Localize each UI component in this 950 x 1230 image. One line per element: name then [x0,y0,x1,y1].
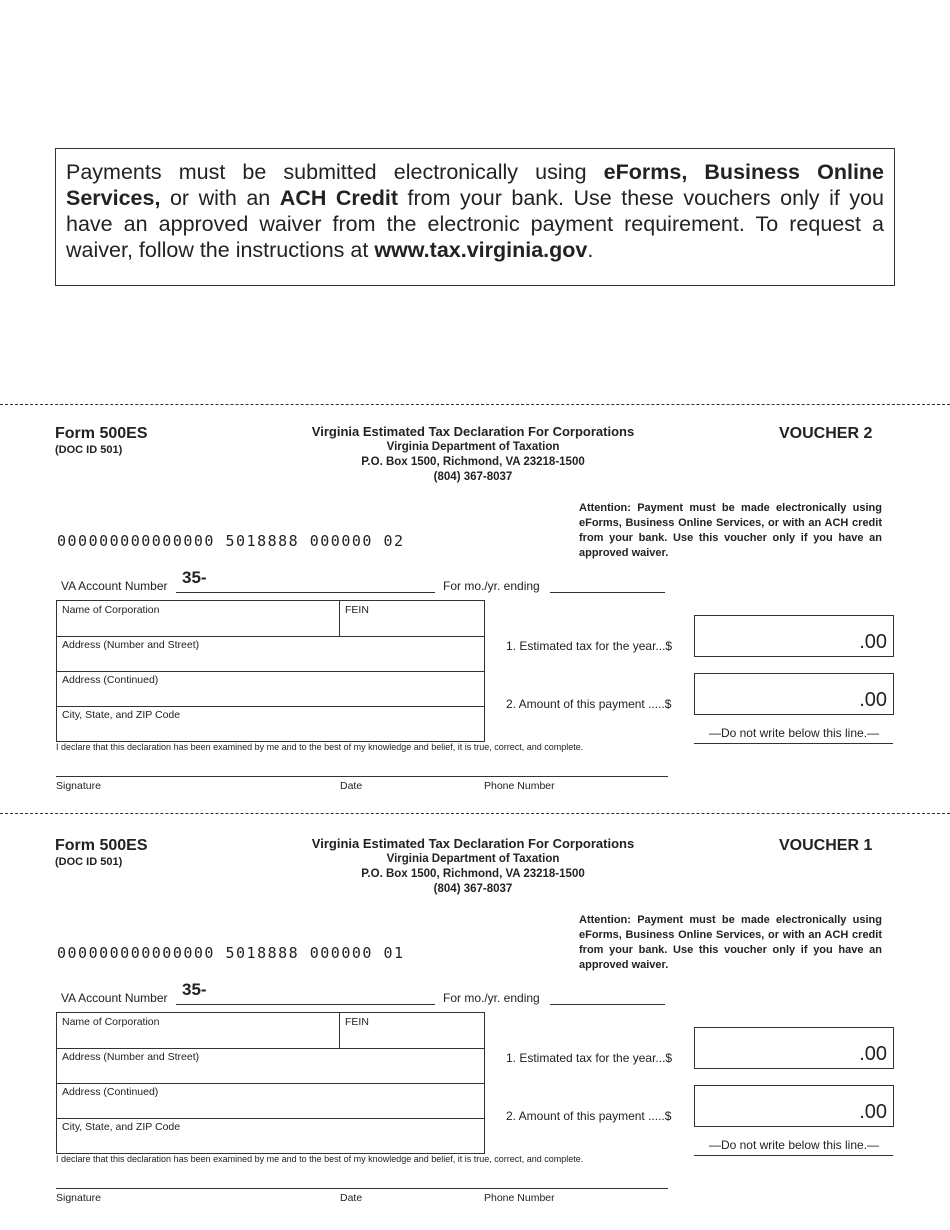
estimated-tax-field[interactable] [694,1027,894,1069]
city-field[interactable] [57,706,484,741]
estimated-tax-field[interactable] [694,615,894,657]
voucher-number: VOUCHER 1 [779,837,873,854]
notice-link[interactable]: www.tax.virginia.gov [374,238,588,262]
account-number-field[interactable] [176,592,435,593]
scanline: 000000000000000 5018888 000000 01 [57,944,405,962]
doc-id: (DOC ID 501) [55,444,123,456]
account-prefix: 35- [182,980,207,999]
voucher-1 [0,816,950,1216]
signature-line[interactable] [56,1188,668,1189]
declaration: I declare that this declaration has been examined by me and to the best of my knowledge and belief, it is true, correct, and complete. [56,742,584,752]
address-field[interactable] [57,636,484,672]
notice-text: from your bank. Use these vouchers only if you have an approved waiver from the electronic payment requirement. To request a waiver, follow the instructions at [66,186,885,262]
address2-field[interactable] [57,671,484,707]
name-label: Name of Corporation [62,604,160,616]
address2-label: Address (Continued) [62,1086,159,1098]
name-label: Name of Corporation [62,1016,160,1028]
form-number: Form 500ES [55,837,148,854]
phone: (804) 367-8037 [433,883,513,895]
city-label: City, State, and ZIP Code [62,709,181,721]
electronic-payment-notice [55,148,895,286]
address-field[interactable] [57,1048,484,1084]
do-not-write-note: —Do not write below this line.— [708,726,880,740]
notice-bold: eForms, Business Online Services, [66,160,885,210]
city-label: City, State, and ZIP Code [62,1121,181,1133]
declaration: I declare that this declaration has been examined by me and to the best of my knowledge and belief, it is true, correct, and complete. [56,1154,584,1164]
voucher-number: VOUCHER 2 [779,425,873,442]
phone-number-label: Phone Number [484,780,555,792]
period-label: For mo./yr. ending [443,991,540,1005]
department: Virginia Department of Taxation [386,853,560,865]
divider [694,1155,893,1156]
cut-line [0,813,950,814]
signature-line[interactable] [56,776,668,777]
signature-label: Signature [56,780,101,792]
fein-label: FEIN [345,604,369,616]
address-label: Address (Number and Street) [62,639,200,651]
notice-text: . [587,238,594,262]
date-label: Date [340,1192,363,1204]
estimated-tax-value: .00 [859,631,887,653]
account-number-label: VA Account Number [61,991,168,1005]
account-number-field[interactable] [176,1004,435,1005]
attention-note: Attention: Payment must be made electronically using eForms, Business Online Services, or with an ACH credit from your bank. Use this voucher only if you have an approved waiver. [579,914,882,971]
mailing-address: P.O. Box 1500, Richmond, VA 23218-1500 [361,456,585,468]
fein-field[interactable] [339,1013,485,1048]
form-title: Virginia Estimated Tax Declaration For Corporations [311,424,635,439]
corporation-info-box [56,1012,485,1154]
item1-label: 1. Estimated tax for the year...$ [506,1051,673,1065]
city-field[interactable] [57,1118,484,1153]
voucher-2 [0,404,950,804]
item2-label: 2. Amount of this payment .....$ [506,697,672,711]
address2-label: Address (Continued) [62,674,159,686]
doc-id: (DOC ID 501) [55,856,123,868]
attention-note: Attention: Payment must be made electronically using eForms, Business Online Services, or with an ACH credit from your bank. Use this voucher only if you have an approved waiver. [579,502,882,559]
fein-label: FEIN [345,1016,369,1028]
do-not-write-note: —Do not write below this line.— [708,1138,880,1152]
date-label: Date [340,780,363,792]
form-number: Form 500ES [55,425,148,442]
notice-text: Payments must be submitted electronically using [66,160,604,184]
account-number-label: VA Account Number [61,579,168,593]
payment-amount-value: .00 [859,1101,887,1123]
item2-label: 2. Amount of this payment .....$ [506,1109,672,1123]
period-label: For mo./yr. ending [443,579,540,593]
divider [694,743,893,744]
name-field[interactable] [57,1013,484,1049]
form-title: Virginia Estimated Tax Declaration For Corporations [311,836,635,851]
period-field[interactable] [550,1004,665,1005]
department: Virginia Department of Taxation [386,441,560,453]
payment-amount-field[interactable] [694,673,894,715]
address2-field[interactable] [57,1083,484,1119]
scanline: 000000000000000 5018888 000000 02 [57,532,405,550]
corporation-info-box [56,600,485,742]
mailing-address: P.O. Box 1500, Richmond, VA 23218-1500 [361,868,585,880]
signature-label: Signature [56,1192,101,1204]
phone-number-label: Phone Number [484,1192,555,1204]
phone: (804) 367-8037 [433,471,513,483]
fein-field[interactable] [339,601,485,636]
name-field[interactable] [57,601,484,637]
estimated-tax-value: .00 [859,1043,887,1065]
account-prefix: 35- [182,568,207,587]
period-field[interactable] [550,592,665,593]
payment-amount-value: .00 [859,689,887,711]
item1-label: 1. Estimated tax for the year...$ [506,639,673,653]
address-label: Address (Number and Street) [62,1051,200,1063]
notice-text: or with an [160,186,280,210]
notice-bold: ACH Credit [279,186,399,210]
payment-amount-field[interactable] [694,1085,894,1127]
